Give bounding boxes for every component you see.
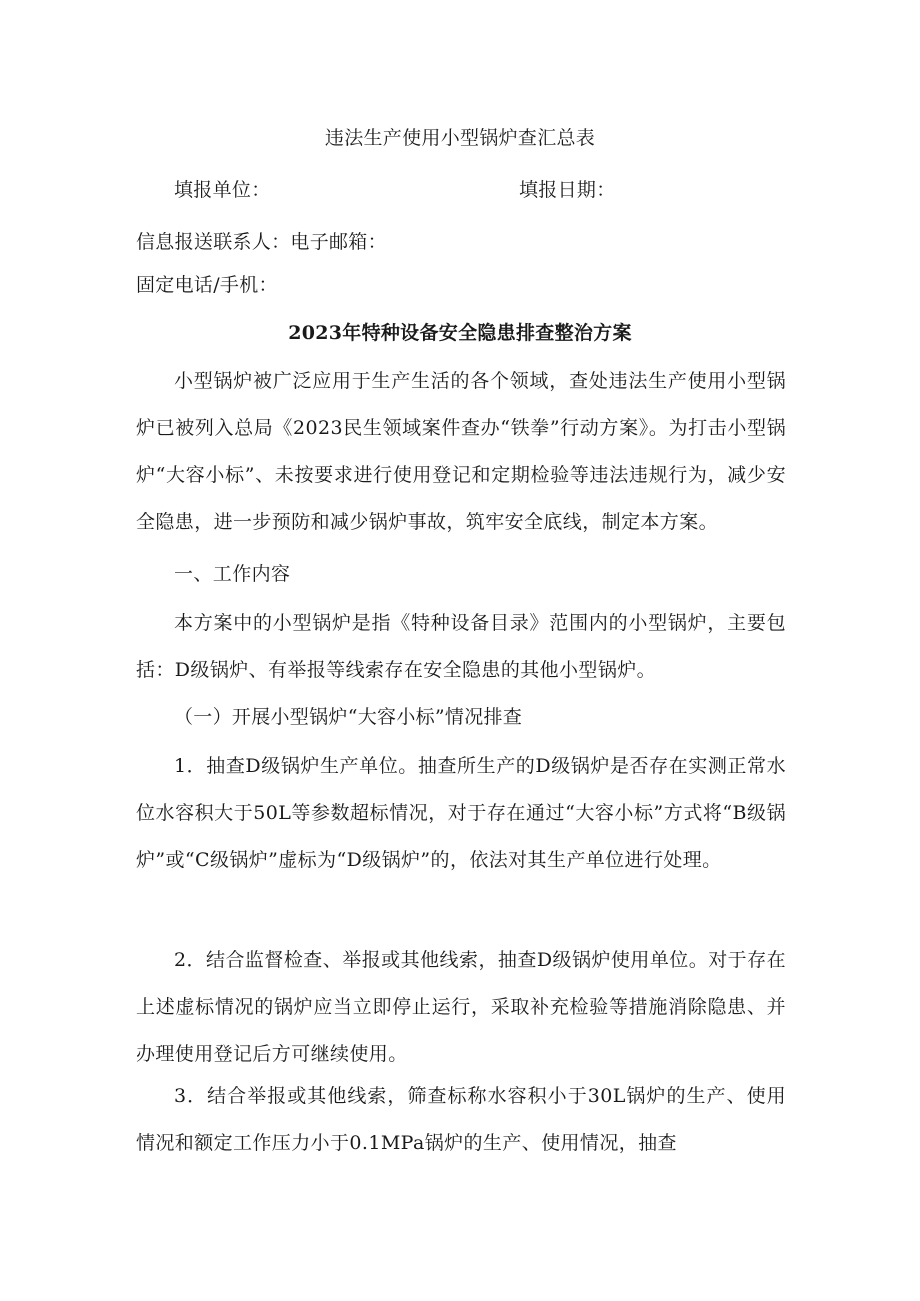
subsection-heading: （一）开展小型锅炉“大容小标”情况排查 xyxy=(174,706,523,728)
fill-unit-label: 填报单位： xyxy=(174,179,271,201)
list-item-1: 1．抽查D级锅炉生产单位。抽查所生产的D级锅炉是否存在实测正常水位水容积大于50L等参数超标情况，对于存在通过“大容小标”方式将“B级锅炉”或“C级锅炉”虚标为“D级锅炉”的，依法对其生产单位进行处理。 xyxy=(136,755,786,871)
section-heading: 一、工作内容 xyxy=(174,563,291,585)
phone-label: 固定电话/手机： xyxy=(136,274,278,296)
document-title: 2023年特种设备安全隐患排查整治方案 xyxy=(288,322,632,344)
section-paragraph: 本方案中的小型锅炉是指《特种设备目录》范围内的小型锅炉，主要包括：D级锅炉、有举报等线索存在安全隐患的其他小型锅炉。 xyxy=(136,612,786,681)
fill-date-label: 填报日期： xyxy=(519,179,616,201)
form-title: 违法生产使用小型锅炉查汇总表 xyxy=(324,127,596,149)
list-item-2: 2．结合监督检查、举报或其他线索，抽查D级锅炉使用单位。对于存在上述虚标情况的锅炉应当立即停止运行，采取补充检验等措施消除隐患、并办理使用登记后方可继续使用。 xyxy=(136,949,786,1065)
contact-email-label: 信息报送联系人：电子邮箱： xyxy=(136,231,387,253)
list-item-3: 3．结合举报或其他线索，筛查标称水容积小于30L锅炉的生产、使用情况和额定工作压力小于0.1MPa锅炉的生产、使用情况，抽查 xyxy=(136,1085,786,1154)
intro-paragraph: 小型锅炉被广泛应用于生产生活的各个领域，查处违法生产使用小型锅炉已被列入总局《2023民生领域案件查办“铁拳”行动方案》。为打击小型锅炉“大容小标”、未按要求进行使用登记和定期检验等违法违规行为，减少安全隐患，进一步预防和减少锅炉事故，筑牢安全底线，制定本方案。 xyxy=(136,370,786,533)
